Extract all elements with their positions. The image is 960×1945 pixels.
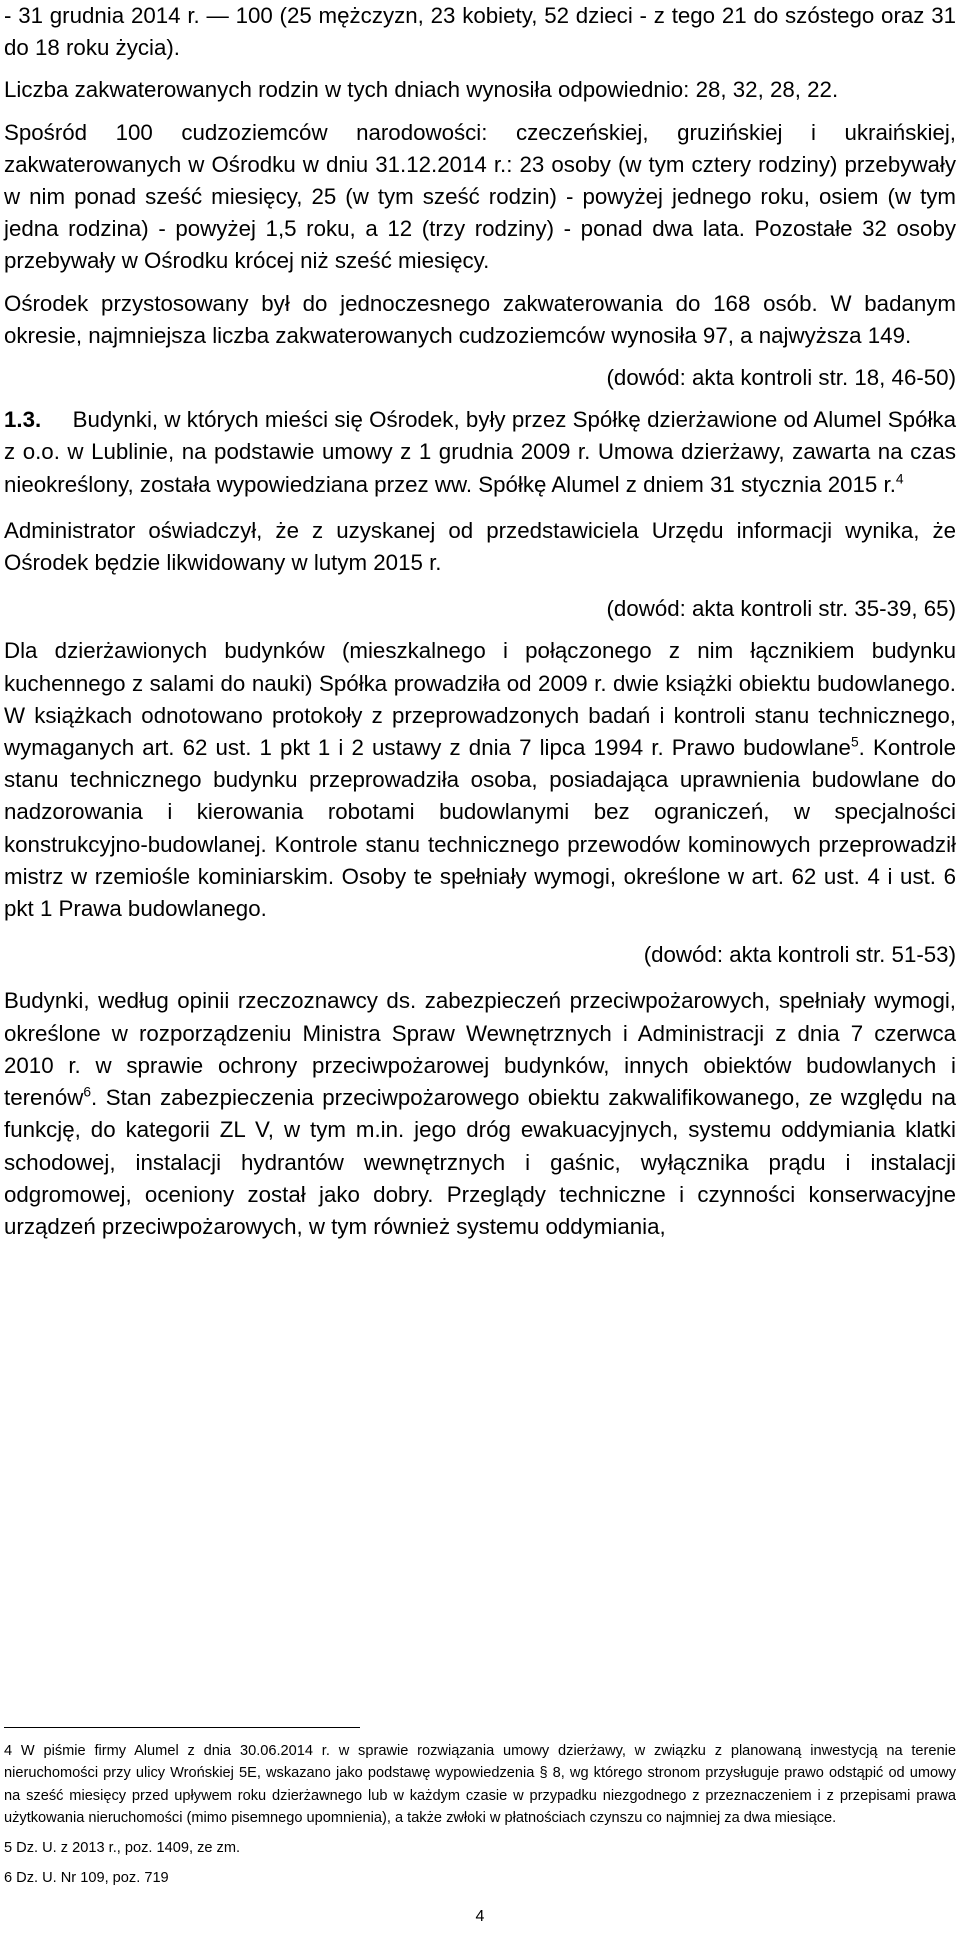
body-text [4, 0, 956, 1243]
paragraph-fire-safety: Budynki, według opinii rzeczoznawcy ds. zabezpieczeń przeciwpożarowych, spełniały wymogi, określone w rozporządzeniu Ministra Spraw Wewnętrznych i Administracji z dnia 7 czerwca 2010 r. w sprawie ochrony przeciwpożarowej budynków, innych obiektów budowlanych i terenów$^6$. Stan zabezpieczenia przeciwpożarowego obiektu zakwalifikowanego, ze względu na funkcję, do kategorii ZL V, w tym m.in. jego dróg ewakuacyjnych, systemu oddymiania klatki schodowej, instalacji hydrantów wewnętrznych i gaśnic, wyłącznika prądu i instalacji odgromowej, oceniony został jako dobry. Przeglądy techniczne i czynności konserwacyjne urządzeń przeciwpożarowych, w tym również systemu oddymiania, [4, 988, 956, 1239]
section-1-3 [4, 404, 956, 501]
paragraph-residents-list: - 31 grudnia 2014 r. — 100 (25 mężczyzn, 23 kobiety, 52 dzieci - z tego 21 do szóstego oraz 31 do 18 roku życia). [4, 3, 956, 61]
evidence-note-1: (dowód: akta kontroli str. 18, 46-50) [606, 365, 956, 391]
paragraph-building-books: Dla dzierżawionych budynków (mieszkalnego i połączonego z nim łącznikiem budynku kuchennego z salami do nauki) Spółka prowadziła od 2009 r. dwie książki obiektu budowlanego. W książkach odnotowano protokoły z przeprowadzonych badań i kontroli stanu technicznego, wymaganych art. 62 ust. 1 pkt 1 i 2 ustawy z dnia 7 lipca 1994 r. Prawo budowlane$^5$. Kontrole stanu technicznego budynku przeprowadziła osoba, posiadająca uprawnienia budowlane do nadzorowania i kierowania robotami budowlanymi bez ograniczeń, w specjalności konstrukcyjno-budowlanej. Kontrole stanu technicznego przewodów kominowych przeprowadził mistrz w rzemiośle kominiarskim. Osoby te spełniały wymogi, określone w art. 62 ust. 4 i ust. 6 pkt 1 Prawa budowlanego. [4, 638, 956, 922]
footnote-ref-4: 4 [895, 470, 904, 487]
paragraph-capacity: Ośrodek przystosowany był do jednoczesnego zakwaterowania do 168 osób. W badanym okresie, najmniejsza liczba zakwaterowanych cudzoziemców wynosiła 97, a najwyższa 149. [4, 290, 956, 348]
footnote-ref-6: 6 [83, 1083, 92, 1100]
paragraph-families-count: Liczba zakwaterowanych rodzin w tych dniach wynosiła odpowiednio: 28, 32, 28, 22. [4, 77, 839, 103]
paragraph-foreigners-stay: Spośród 100 cudzoziemców narodowości: czeczeńskiej, gruzińskiej i ukraińskiej, zakwaterowanych w Ośrodku w dniu 31.12.2014 r.: 23 osoby (w tym cztery rodziny) przebywały w nim ponad sześć miesięcy, 25 (w tym sześć rodzin) - powyżej jednego roku, osiem (w tym jedna rodzina) - powyżej 1,5 roku, a 12 (trzy rodziny) - ponad dwa lata. Pozostałe 32 osoby przebywały w Ośrodku krócej niż sześć miesięcy. [4, 119, 956, 274]
footnote-5: 5 Dz. U. z 2013 r., poz. 1409, ze zm. [4, 1840, 241, 1857]
footnotes [4, 1740, 956, 1890]
section-number: 1.3. [4, 407, 42, 433]
paragraph-liquidation: Administrator oświadczył, że z uzyskanej od przedstawiciela Urzędu informacji wynika, że Ośrodek będzie likwidowany w lutym 2015 r. [4, 517, 956, 576]
page-number: 4 [475, 1908, 485, 1925]
footnote-separator [4, 1727, 360, 1728]
footnote-4: 4 W piśmie firmy Alumel z dnia 30.06.2014 r. w sprawie rozwiązania umowy dzierżawy, w związku z planowaną inwestycją na terenie nieruchomości przy ulicy Wrońskiej 5E, wskazano jako podstawę wypowiedzenia § 8, wg którego stronom przysługuje prawo odstąpić od umowy na sześć miesięcy przed upływem roku dzierżawnego lub w każdym czasie w przypadku niezgodnego z przeznaczeniem i z przepisami prawa użytkowania nieruchomości (mimo pisemnego upomnienia), a także zwłoki w płatnościach czynszu co najmniej za dwa miesiące. [4, 1743, 956, 1826]
evidence-note-3: (dowód: akta kontroli str. 51-53) [643, 942, 956, 968]
footnote-ref-5: 5 [850, 733, 859, 750]
section-1-3-text: Budynki, w których mieści się Ośrodek, były przez Spółkę dzierżawione od Alumel Spółka z o.o. w Lublinie, na podstawie umowy z 1 grudnia 2009 r. Umowa dzierżawy, zawarta na czas nieokreślony, została wypowiedziana przez ww. Spółkę Alumel z dniem 31 stycznia 2015 r. [4, 407, 956, 497]
footnote-6: 6 Dz. U. Nr 109, poz. 719 [4, 1870, 169, 1887]
evidence-note-2: (dowód: akta kontroli str. 35-39, 65) [606, 596, 956, 622]
